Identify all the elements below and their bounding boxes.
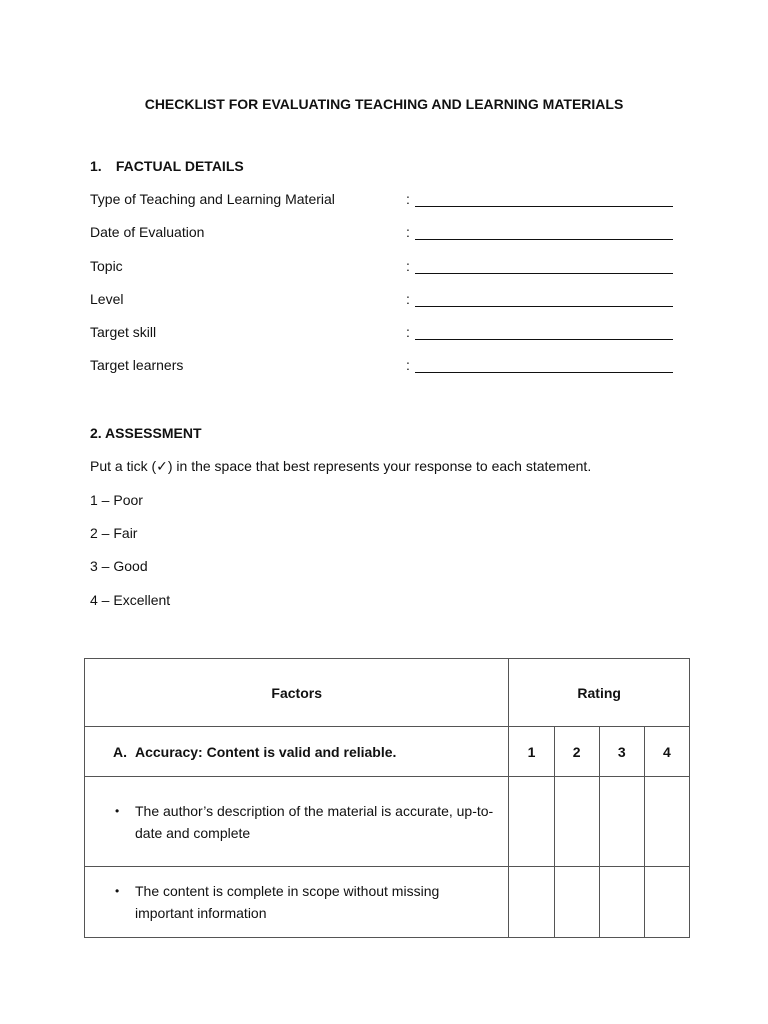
table-row — [85, 867, 690, 938]
rating-checkbox-2[interactable] — [554, 867, 599, 938]
factors-header: Factors — [85, 659, 509, 727]
rating-checkbox-1[interactable] — [509, 867, 554, 938]
factor-text: The author’s description of the material is accurate, up-to-date and complete — [135, 802, 494, 841]
target-learners-field[interactable] — [415, 372, 673, 373]
field-row-material-type — [90, 191, 690, 211]
scale-item-good: 3 – Good — [90, 558, 148, 574]
rating-number-4: 4 — [644, 727, 689, 777]
rating-number-1: 1 — [509, 727, 554, 777]
field-row-target-learners — [90, 357, 690, 377]
field-label: Topic — [90, 258, 123, 274]
bullet-icon: • — [115, 884, 120, 898]
scale-item-fair: 2 – Fair — [90, 525, 138, 541]
rating-header: Rating — [509, 659, 690, 727]
assessment-instruction: Put a tick (✓) in the space that best represents your response to each statement. — [90, 458, 592, 474]
field-label: Date of Evaluation — [90, 224, 205, 240]
table-row — [85, 777, 690, 867]
field-separator: : — [406, 258, 410, 274]
rating-number-3: 3 — [599, 727, 644, 777]
factor-cell — [85, 867, 509, 938]
rating-checkbox-1[interactable] — [509, 777, 554, 867]
factor-text: The content is complete in scope without missing important information — [135, 883, 440, 921]
field-separator: : — [406, 324, 410, 340]
section-label: Accuracy: Content is valid and reliable. — [135, 743, 397, 760]
topic-field[interactable] — [415, 273, 673, 274]
material-type-field[interactable] — [415, 206, 673, 207]
field-label: Level — [90, 291, 124, 307]
section-label-cell — [85, 727, 509, 777]
rating-checkbox-3[interactable] — [599, 777, 644, 867]
field-label: Target skill — [90, 324, 157, 340]
field-separator: : — [406, 291, 410, 307]
section-number: 1. — [90, 158, 102, 174]
field-row-target-skill — [90, 324, 690, 344]
bullet-icon: • — [115, 803, 120, 818]
rating-number-2: 2 — [554, 727, 599, 777]
field-label: Type of Teaching and Learning Material — [90, 191, 335, 207]
field-separator: : — [406, 224, 410, 240]
rating-checkbox-4[interactable] — [644, 867, 689, 938]
scale-item-excellent: 4 – Excellent — [90, 592, 171, 608]
section-heading-assessment: 2. ASSESSMENT — [90, 425, 202, 441]
target-skill-field[interactable] — [415, 339, 673, 340]
field-separator: : — [406, 191, 410, 207]
factor-cell — [85, 777, 509, 867]
section-row-accuracy — [85, 727, 690, 777]
section-heading-factual-details — [90, 158, 244, 174]
evaluation-date-field[interactable] — [415, 239, 673, 240]
scale-item-poor: 1 – Poor — [90, 492, 143, 508]
level-field[interactable] — [415, 306, 673, 307]
field-separator: : — [406, 357, 410, 373]
field-label: Target learners — [90, 357, 184, 373]
rating-checkbox-4[interactable] — [644, 777, 689, 867]
section-letter: A. — [113, 743, 127, 760]
section-title: FACTUAL DETAILS — [115, 158, 244, 174]
rating-checkbox-2[interactable] — [554, 777, 599, 867]
field-row-level — [90, 291, 690, 311]
evaluation-table — [84, 658, 690, 938]
field-row-evaluation-date — [90, 224, 690, 244]
table-header-row — [85, 659, 690, 727]
rating-checkbox-3[interactable] — [599, 867, 644, 938]
document-title: CHECKLIST FOR EVALUATING TEACHING AND LEARNING MATERIALS — [144, 96, 624, 112]
field-row-topic — [90, 258, 690, 278]
